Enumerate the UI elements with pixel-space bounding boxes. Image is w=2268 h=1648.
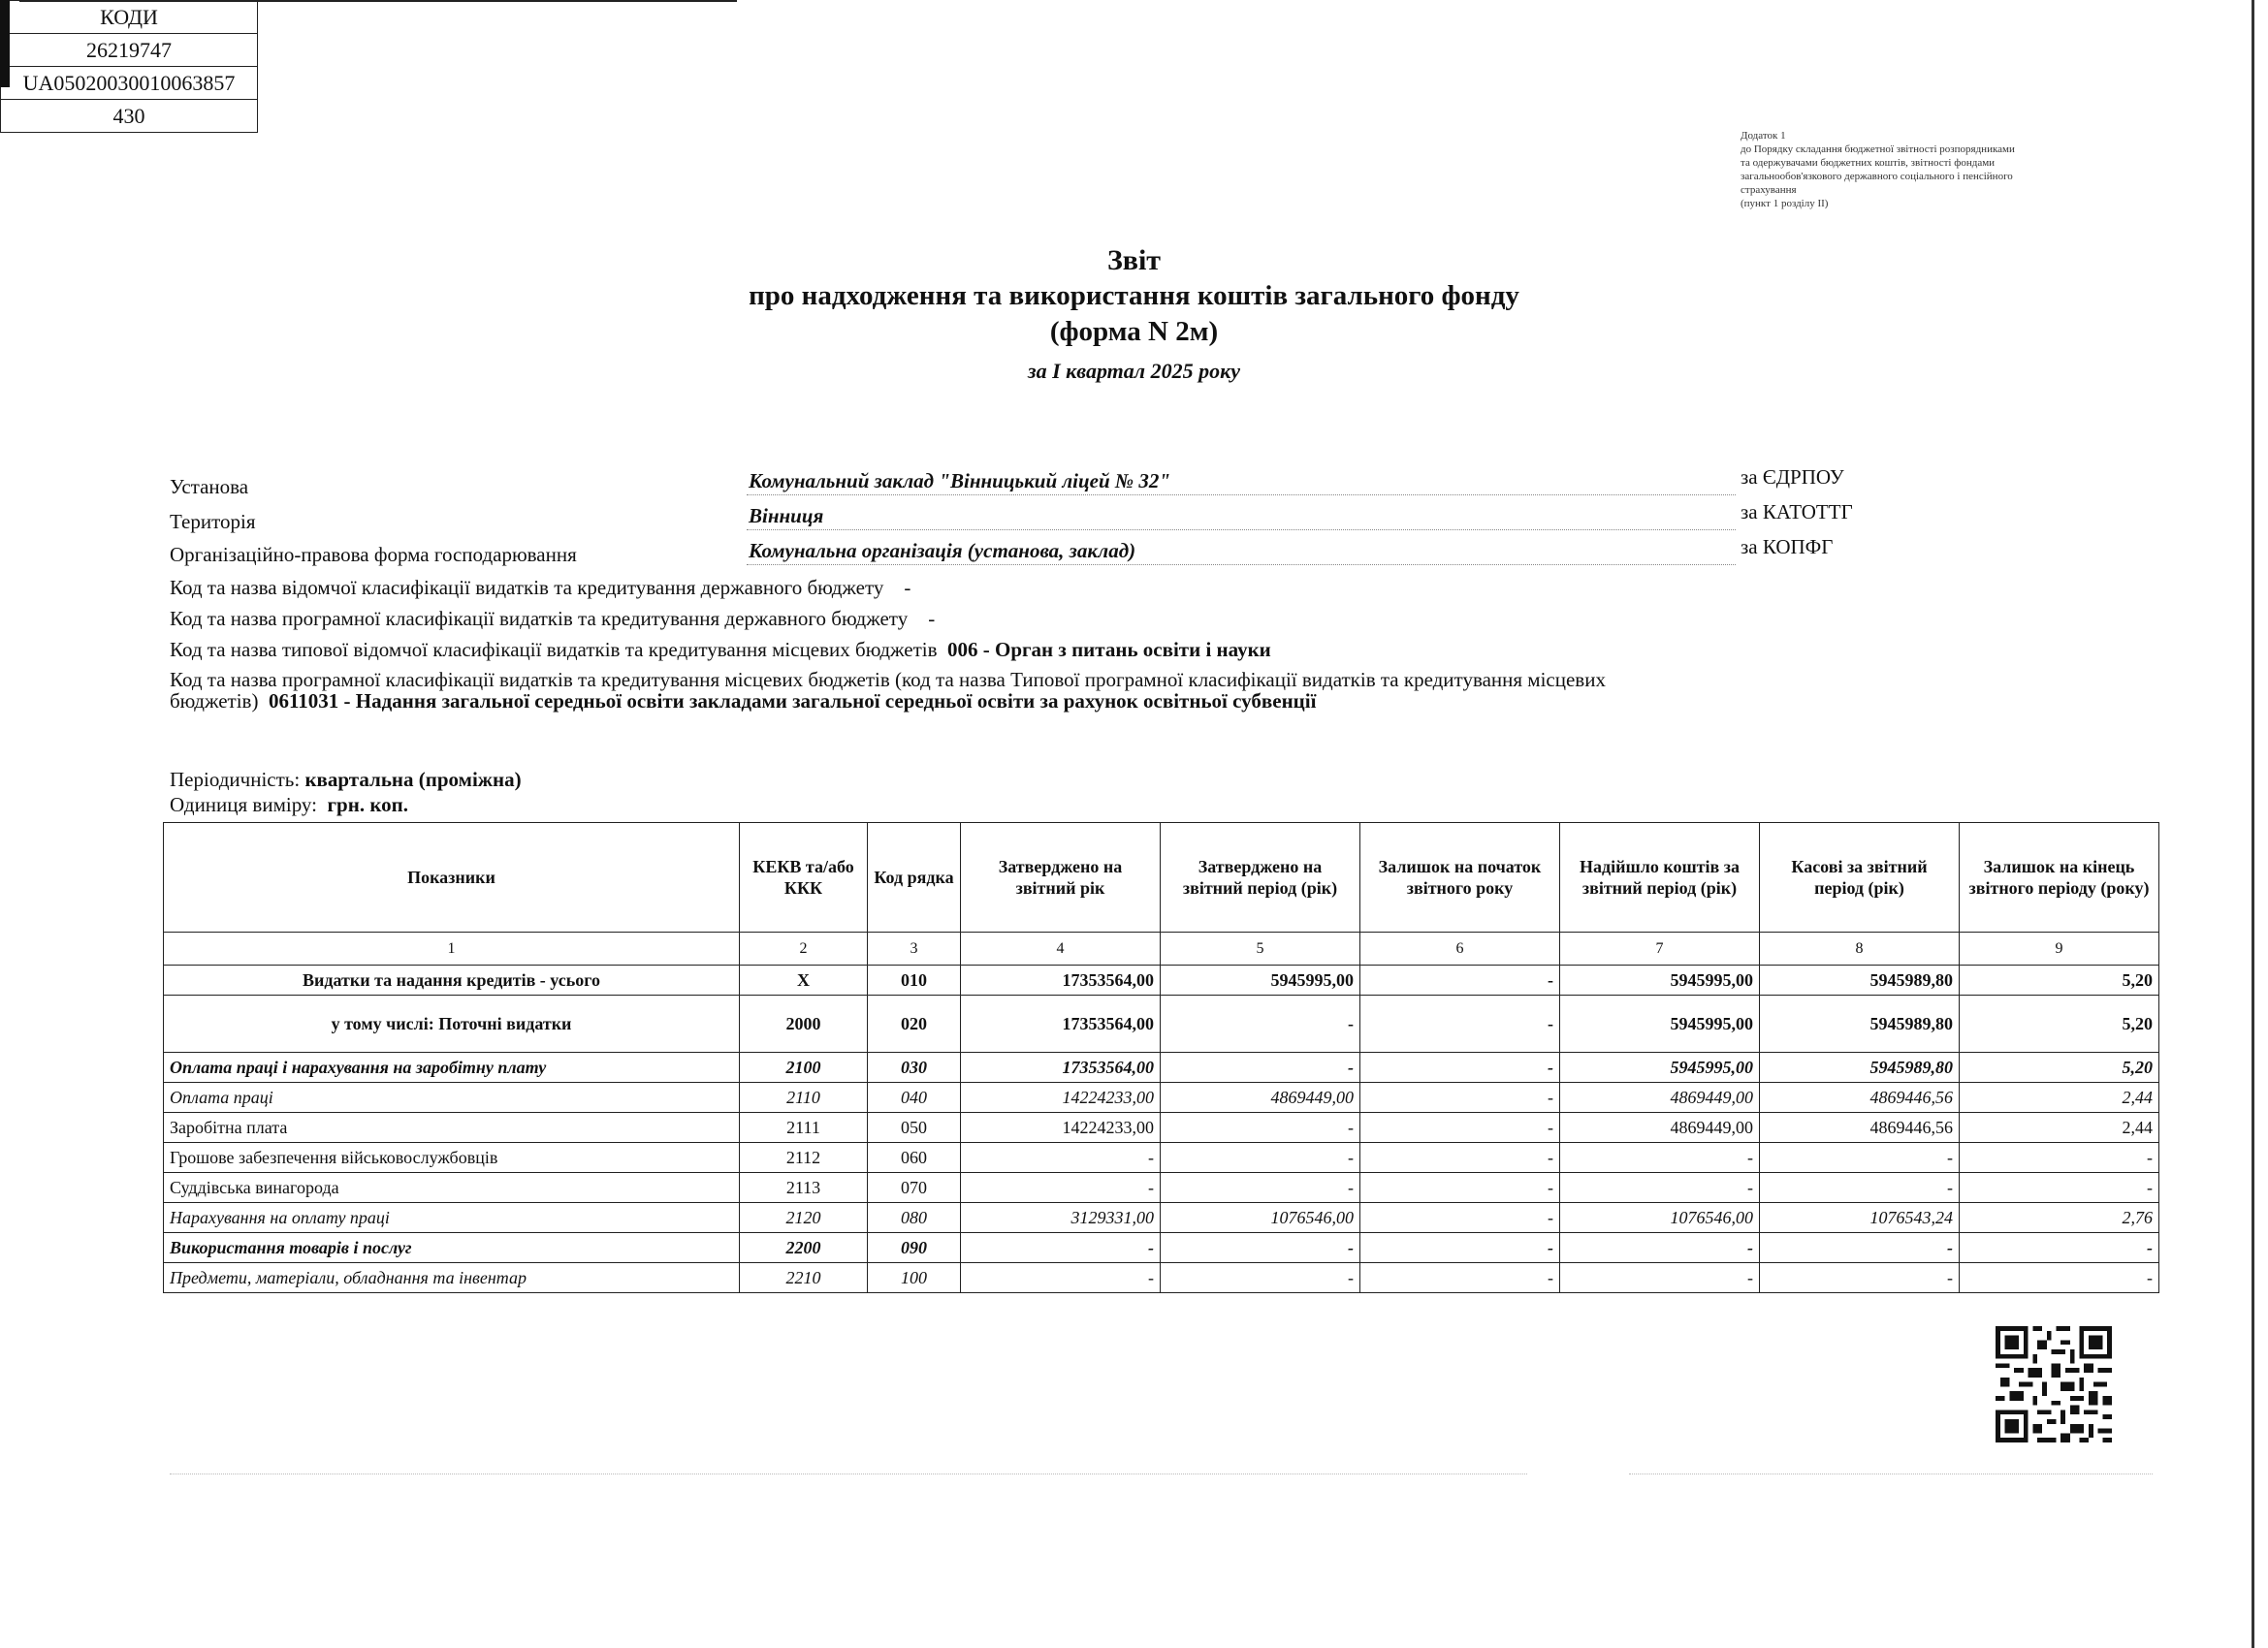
codes-header: КОДИ xyxy=(1,1,258,34)
row-approved-period: 4869449,00 xyxy=(1161,1083,1360,1113)
unit-value: грн. коп. xyxy=(327,793,408,816)
row-cash: 5945989,80 xyxy=(1760,996,1960,1053)
row-approved-period: - xyxy=(1161,1173,1360,1203)
column-number: 4 xyxy=(961,933,1161,966)
row-kekv: 2120 xyxy=(740,1203,868,1233)
row-cash: - xyxy=(1760,1233,1960,1263)
dept-class-value: - xyxy=(904,576,911,599)
row-balance-start: - xyxy=(1360,1263,1560,1293)
local-prog-value: 0611031 - Надання загальної середньої освіти закладами загальної середньої освіти за рахунок освітньої субвенції xyxy=(268,689,1317,713)
territory-underline xyxy=(747,529,1736,530)
table-row xyxy=(164,1083,2159,1113)
row-kekv: 2000 xyxy=(740,996,868,1053)
row-name: Заробітна плата xyxy=(164,1113,740,1143)
header-approved-year: Затверджено на звітний рік xyxy=(961,823,1161,933)
row-cash: - xyxy=(1760,1263,1960,1293)
report-period: за I квартал 2025 року xyxy=(1027,359,1240,383)
annex-note xyxy=(1741,129,2148,210)
row-received: 5945995,00 xyxy=(1560,966,1760,996)
local-prog-label: Код та назва програмної класифікації видатків та кредитування місцевих бюджетів (код та назва Типової програмної класифікації видатків та кредитування місцевих бюджетів) xyxy=(170,668,1606,713)
row-balance-end: 5,20 xyxy=(1960,966,2159,996)
report-table xyxy=(163,822,2159,1293)
row-kekv: 2113 xyxy=(740,1173,868,1203)
header-cash: Касові за звітний період (рік) xyxy=(1760,823,1960,933)
annex-line: загальнообов'язкового державного соціального і пенсійного xyxy=(1741,171,2013,182)
row-approved-year: - xyxy=(961,1263,1161,1293)
row-received: - xyxy=(1560,1233,1760,1263)
row-cash: - xyxy=(1760,1143,1960,1173)
row-received: - xyxy=(1560,1173,1760,1203)
katottg-code: UA05020030010063857 xyxy=(1,67,258,100)
row-kekv: 2111 xyxy=(740,1113,868,1143)
column-number: 6 xyxy=(1360,933,1560,966)
row-name: Нарахування на оплату праці xyxy=(164,1203,740,1233)
org-form-value: Комунальна організація (установа, заклад) xyxy=(749,539,1136,562)
typical-dept-value: 006 - Орган з питань освіти і науки xyxy=(947,638,1271,661)
annex-line: (пункт 1 розділу II) xyxy=(1741,198,1829,209)
row-received: 5945995,00 xyxy=(1560,996,1760,1053)
row-approved-period: - xyxy=(1161,1053,1360,1083)
codes-table xyxy=(0,0,258,133)
column-number: 3 xyxy=(868,933,961,966)
unit-label: Одиниця виміру: xyxy=(170,793,317,816)
column-number: 2 xyxy=(740,933,868,966)
org-form-underline xyxy=(747,564,1736,565)
table-header-row xyxy=(164,823,2159,933)
row-received: 4869449,00 xyxy=(1560,1083,1760,1113)
row-code: 050 xyxy=(868,1113,961,1143)
institution-underline xyxy=(747,494,1736,495)
edrpou-label: за ЄДРПОУ xyxy=(1741,465,1844,489)
row-code: 060 xyxy=(868,1143,961,1173)
row-approved-year: 17353564,00 xyxy=(961,1053,1161,1083)
row-balance-end: 2,44 xyxy=(1960,1113,2159,1143)
annex-line: до Порядку складання бюджетної звітності розпорядниками xyxy=(1741,143,2015,155)
row-name: Суддівська винагорода xyxy=(164,1173,740,1203)
row-approved-period: - xyxy=(1161,1113,1360,1143)
header-row-code: Код рядка xyxy=(868,823,961,933)
scan-noise xyxy=(170,1474,1527,1478)
table-row xyxy=(164,1203,2159,1233)
kopfg-label: за КОПФГ xyxy=(1741,535,1834,558)
column-number: 8 xyxy=(1760,933,1960,966)
table-row xyxy=(164,966,2159,996)
report-title: Звіт xyxy=(1106,244,1162,276)
row-balance-end: - xyxy=(1960,1143,2159,1173)
row-approved-year: 3129331,00 xyxy=(961,1203,1161,1233)
edrpou-code: 26219747 xyxy=(1,34,258,67)
row-balance-start: - xyxy=(1360,1143,1560,1173)
row-code: 090 xyxy=(868,1233,961,1263)
row-cash: - xyxy=(1760,1173,1960,1203)
institution-value: Комунальний заклад "Вінницький ліцей № 32" xyxy=(749,469,1171,492)
row-code: 030 xyxy=(868,1053,961,1083)
column-number: 9 xyxy=(1960,933,2159,966)
report-form-number: (форма N 2м) xyxy=(1049,316,1219,347)
report-subtitle: про надходження та використання коштів загального фонду xyxy=(749,280,1519,311)
row-balance-end: 5,20 xyxy=(1960,996,2159,1053)
local-prog-line xyxy=(170,669,1644,712)
org-form-label: Організаційно-правова форма господарювання xyxy=(170,543,577,566)
row-approved-period: - xyxy=(1161,1263,1360,1293)
periodicity-value: квартальна (проміжна) xyxy=(304,768,522,791)
periodicity-line xyxy=(170,768,522,792)
row-balance-end: 2,76 xyxy=(1960,1203,2159,1233)
row-balance-end: 2,44 xyxy=(1960,1083,2159,1113)
header-indicators: Показники xyxy=(164,823,740,933)
scan-edge-top xyxy=(19,0,737,2)
row-kekv: 2200 xyxy=(740,1233,868,1263)
dept-class-label: Код та назва відомчої класифікації видатків та кредитування державного бюджету xyxy=(170,576,884,599)
row-balance-end: - xyxy=(1960,1263,2159,1293)
prog-class-label: Код та назва програмної класифікації видатків та кредитування державного бюджету xyxy=(170,607,909,630)
row-received: 1076546,00 xyxy=(1560,1203,1760,1233)
typical-dept-label: Код та назва типової відомчої класифікації видатків та кредитування місцевих бюджетів xyxy=(170,638,938,661)
row-balance-start: - xyxy=(1360,1083,1560,1113)
column-number-row xyxy=(164,933,2159,966)
table-row xyxy=(164,1263,2159,1293)
row-approved-year: 17353564,00 xyxy=(961,996,1161,1053)
unit-line xyxy=(170,793,408,817)
table-row xyxy=(164,1173,2159,1203)
row-balance-start: - xyxy=(1360,1233,1560,1263)
row-balance-start: - xyxy=(1360,966,1560,996)
row-approved-period: - xyxy=(1161,996,1360,1053)
row-code: 020 xyxy=(868,996,961,1053)
row-balance-start: - xyxy=(1360,1053,1560,1083)
scan-noise xyxy=(1629,1474,2153,1478)
row-approved-year: 14224233,00 xyxy=(961,1083,1161,1113)
row-approved-period: 1076546,00 xyxy=(1161,1203,1360,1233)
annex-line: страхування xyxy=(1741,184,1797,196)
row-cash: 5945989,80 xyxy=(1760,1053,1960,1083)
row-balance-end: - xyxy=(1960,1173,2159,1203)
kopfg-code: 430 xyxy=(1,100,258,133)
row-kekv: X xyxy=(740,966,868,996)
annex-line: та одержувачами бюджетних коштів, звітності фондами xyxy=(1741,157,1996,169)
row-name: у тому числі: Поточні видатки xyxy=(164,996,740,1053)
row-approved-year: - xyxy=(961,1143,1161,1173)
row-name: Предмети, матеріали, обладнання та інвентар xyxy=(164,1263,740,1293)
row-received: 5945995,00 xyxy=(1560,1053,1760,1083)
row-approved-year: - xyxy=(961,1233,1161,1263)
column-number: 1 xyxy=(164,933,740,966)
table-row xyxy=(164,1113,2159,1143)
prog-class-line xyxy=(170,607,935,631)
header-approved-period: Затверджено на звітний період (рік) xyxy=(1161,823,1360,933)
row-approved-period: - xyxy=(1161,1233,1360,1263)
header-received: Надійшло коштів за звітний період (рік) xyxy=(1560,823,1760,933)
prog-class-value: - xyxy=(928,607,936,630)
row-code: 040 xyxy=(868,1083,961,1113)
header-balance-end: Залишок на кінець звітного періоду (року) xyxy=(1960,823,2159,933)
row-balance-start: - xyxy=(1360,1173,1560,1203)
row-cash: 5945989,80 xyxy=(1760,966,1960,996)
dept-class-line xyxy=(170,576,910,600)
table-row xyxy=(164,1053,2159,1083)
scan-edge-left xyxy=(0,0,10,87)
row-balance-start: - xyxy=(1360,996,1560,1053)
row-kekv: 2210 xyxy=(740,1263,868,1293)
row-approved-year: 17353564,00 xyxy=(961,966,1161,996)
row-cash: 1076543,24 xyxy=(1760,1203,1960,1233)
row-code: 100 xyxy=(868,1263,961,1293)
qr-code-icon xyxy=(1996,1324,2112,1444)
row-name: Використання товарів і послуг xyxy=(164,1233,740,1263)
row-received: 4869449,00 xyxy=(1560,1113,1760,1143)
row-balance-end: - xyxy=(1960,1233,2159,1263)
row-name: Грошове забезпечення військовослужбовців xyxy=(164,1143,740,1173)
row-code: 070 xyxy=(868,1173,961,1203)
row-approved-year: 14224233,00 xyxy=(961,1113,1161,1143)
territory-label: Територія xyxy=(170,510,256,533)
row-kekv: 2100 xyxy=(740,1053,868,1083)
header-kekv: КЕКВ та/або ККК xyxy=(740,823,868,933)
row-name: Видатки та надання кредитів - усього xyxy=(164,966,740,996)
row-balance-start: - xyxy=(1360,1113,1560,1143)
row-received: - xyxy=(1560,1143,1760,1173)
row-approved-period: - xyxy=(1161,1143,1360,1173)
header-balance-start: Залишок на початок звітного року xyxy=(1360,823,1560,933)
periodicity-label: Періодичність: xyxy=(170,768,301,791)
row-cash: 4869446,56 xyxy=(1760,1113,1960,1143)
typical-dept-line xyxy=(170,638,1271,662)
row-balance-start: - xyxy=(1360,1203,1560,1233)
institution-label: Установа xyxy=(170,475,249,498)
column-number: 5 xyxy=(1161,933,1360,966)
row-name: Оплата праці і нарахування на заробітну плату xyxy=(164,1053,740,1083)
row-approved-year: - xyxy=(961,1173,1161,1203)
katottg-label: за КАТОТТГ xyxy=(1741,500,1853,523)
row-name: Оплата праці xyxy=(164,1083,740,1113)
column-number: 7 xyxy=(1560,933,1760,966)
row-balance-end: 5,20 xyxy=(1960,1053,2159,1083)
row-code: 010 xyxy=(868,966,961,996)
territory-value: Вінниця xyxy=(749,504,824,527)
row-code: 080 xyxy=(868,1203,961,1233)
annex-line: Додаток 1 xyxy=(1741,130,1786,142)
table-row xyxy=(164,996,2159,1053)
row-kekv: 2110 xyxy=(740,1083,868,1113)
row-cash: 4869446,56 xyxy=(1760,1083,1960,1113)
row-received: - xyxy=(1560,1263,1760,1293)
row-approved-period: 5945995,00 xyxy=(1161,966,1360,996)
table-row xyxy=(164,1233,2159,1263)
row-kekv: 2112 xyxy=(740,1143,868,1173)
table-row xyxy=(164,1143,2159,1173)
